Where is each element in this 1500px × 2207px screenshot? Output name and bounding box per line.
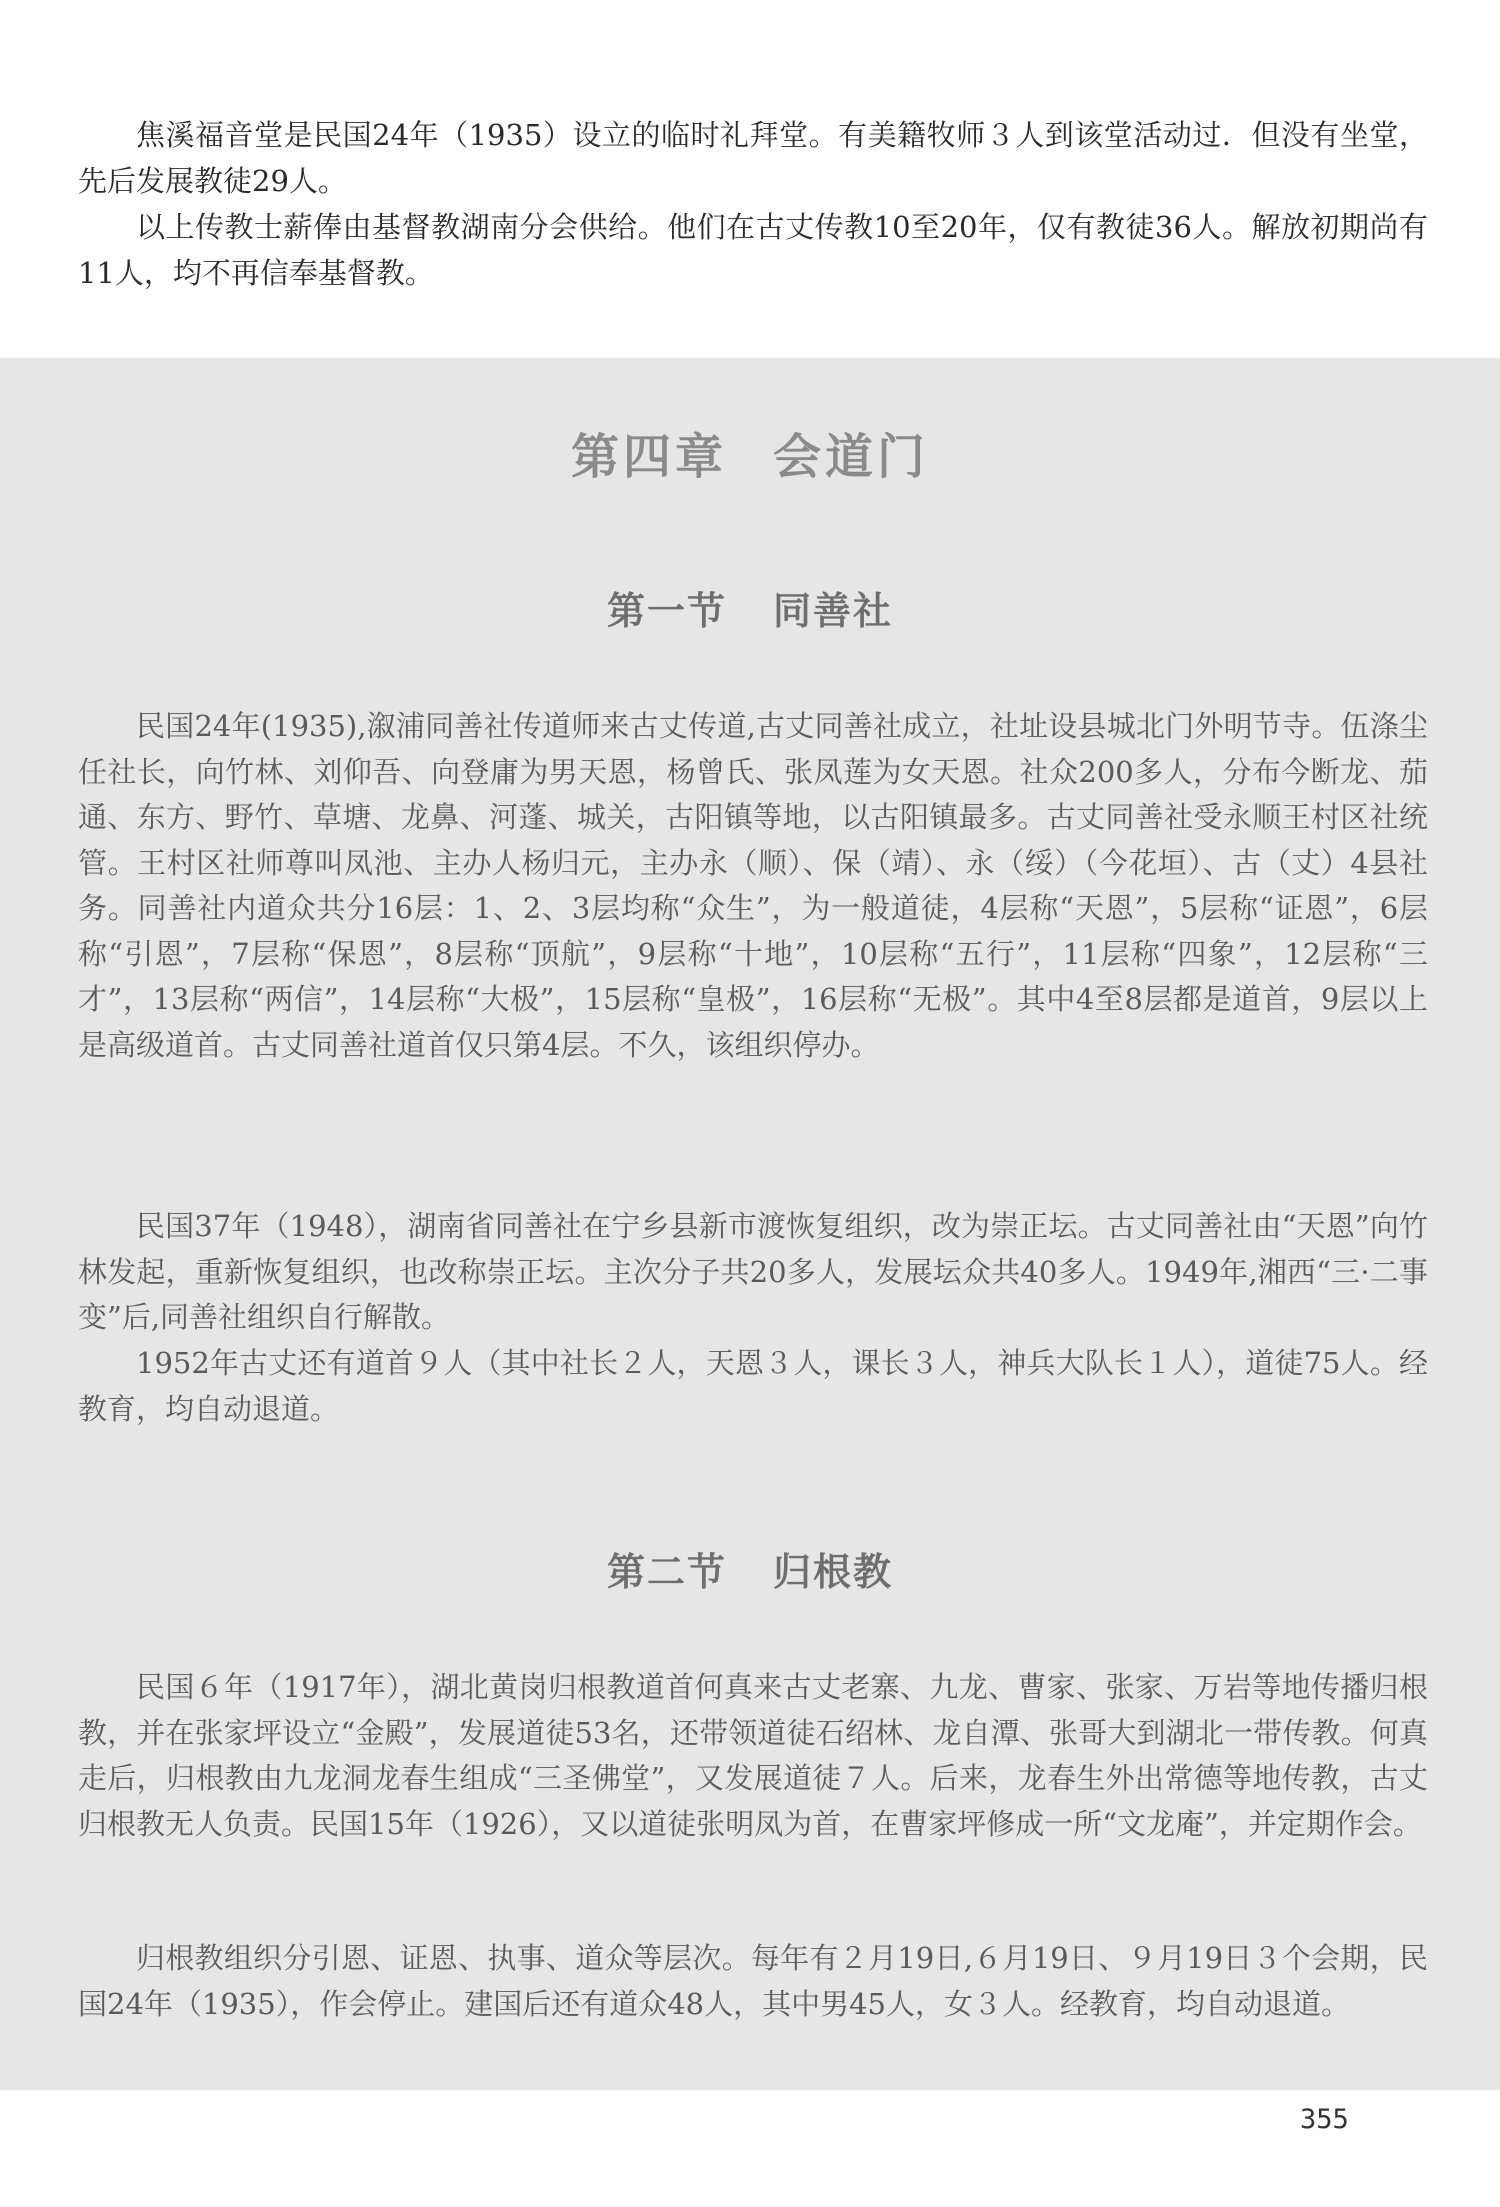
paragraph-guigenjiao-history: 民国６年（1917年），湖北黄岗归根教道首何真来古丈老寨、九龙、曹家、张家、万岩等地传播归根教，并在张家坪设立“金殿”，发展道徒53名，还带领道徒石绍林、龙自潭、张哥大到湖北一带传教。何真走后，归根教由九龙洞龙春生组成“三圣佛堂”，又发展道徒７人。后来，龙春生外出常德等地传教，古丈归根教无人负责。民国15年（1926），又以道徒张明凤为首，在曹家坪修成一所“文龙庵”，并定期作会。 [78,1670,1428,1841]
chapter-title [0,418,1500,487]
paragraph-tongshanshe-revival: 民国37年（1948），湖南省同善社在宁乡县新市渡恢复组织，改为崇正坛。古丈同善社由“天恩”向竹林发起，重新恢复组织，也改称崇正坛。主次分子共20多人，发展坛众共40多人。1949年,湘西“三·二事变”后,同善社组织自行解散。 [78,1209,1428,1334]
paragraph-guigenjiao-organization: 归根教组织分引恩、证恩、执事、道众等层次。每年有２月19日,６月19日、９月19日３个会期，民国24年（1935），作会停止。建国后还有道众48人，其中男45人，女３人。经教育，均自动退道。 [78,1941,1428,2021]
paragraph-tongshanshe-1952: 1952年古丈还有道首９人（其中社长２人，天恩３人，课长３人，神兵大队长１人），道徒75人。经教育，均自动退道。 [78,1346,1428,1426]
section-title-guigenjiao [0,1541,1500,1596]
top-text-block [0,0,1500,358]
section-name: 归根教 [773,1550,894,1594]
paragraph-missionary-salary: 以上传教士薪俸由基督教湖南分会供给。他们在古丈传教10至20年，仅有教徒36人。解放初期尚有11人，均不再信奉基督教。 [78,210,1428,290]
section-name: 同善社 [773,589,894,633]
page-number: 355 [1300,2104,1349,2135]
chapter-number: 第四章 [570,429,727,485]
chapter-name: 会道门 [773,429,930,485]
chapter-section-block [0,358,1500,2090]
paragraph-jiaoxi-church: 焦溪福音堂是民国24年（1935）设立的临时礼拜堂。有美籍牧师３人到该堂活动过．但没有坐堂，先后发展教徒29人。 [78,118,1428,198]
section-number: 第二节 [606,1550,727,1594]
paragraph-tongshanshe-founding: 民国24年(1935),溆浦同善社传道师来古丈传道,古丈同善社成立，社址设县城北门外明节寺。伍涤尘任社长，向竹林、刘仰吾、向登庸为男天恩，杨曾氏、张凤莲为女天恩。社众200多人，分布今断龙、茄通、东方、野竹、草塘、龙鼻、河蓬、城关，古阳镇等地，以古阳镇最多。古丈同善社受永顺王村区社统管。王村区社师尊叫凤池、主办人杨归元，主办永（顺）、保（靖）、永（绥）（今花垣）、古（丈）4县社务。同善社内道众共分16层：1、2、3层均称“众生”，为一般道徒，4层称“天恩”，5层称“证恩”，6层称“引恩”，7层称“保恩”，8层称“顶航”，9层称“十地”，10层称“五行”，11层称“四象”，12层称“三才”，13层称“两信”，14层称“大极”，15层称“皇极”，16层称“无极”。其中4至8层都是道首，9层以上是高级道首。古丈同善社道首仅只第4层。不久，该组织停办。 [78,709,1428,1062]
section-title-tongshanshe [0,580,1500,635]
section-number: 第一节 [606,589,727,633]
